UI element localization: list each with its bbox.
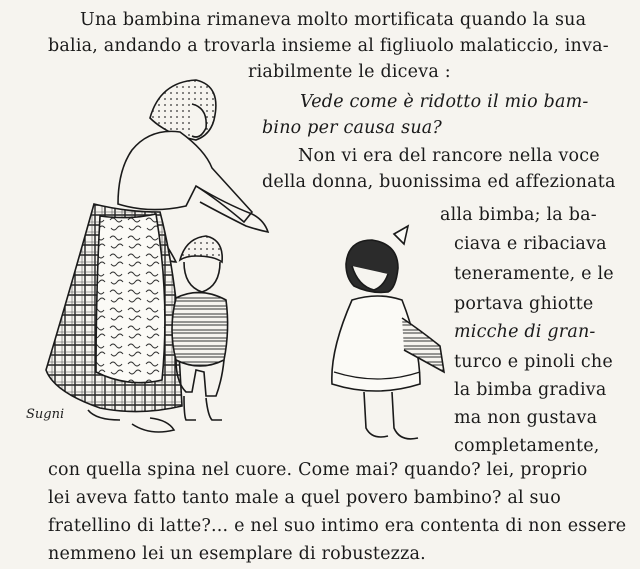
text-line-8: alla bimba; la ba- (440, 205, 597, 225)
text-line-3: riabilmente le diceva : (248, 62, 451, 82)
woman-figure (46, 80, 268, 432)
text-line-4: Vede come è ridotto il mio bam- (300, 92, 589, 112)
text-line-1: Una bambina rimaneva molto mortificata quando la sua (80, 10, 587, 30)
text-line-14: la bimba gradiva (454, 380, 607, 400)
text-line-15: ma non gustava (454, 408, 598, 428)
text-line-16: completamente, (454, 436, 600, 456)
text-line-12: micche di gran- (454, 322, 596, 342)
text-line-19: fratellino di latte?... e nel suo intimo era contenta di non essere (48, 516, 627, 536)
artist-signature: Sugni (26, 407, 65, 422)
text-line-6: Non vi era del rancore nella voce (298, 146, 600, 166)
text-line-10: teneramente, e le (454, 264, 614, 284)
text-line-13: turco e pinoli che (454, 352, 613, 372)
text-line-9: ciava e ribaciava (454, 234, 607, 254)
text-line-18: lei aveva fatto tanto male a quel povero bambino? al suo (48, 488, 561, 508)
text-line-5: bino per causa sua? (262, 118, 443, 138)
text-line-2: balia, andando a trovarla insieme al figliuolo malaticcio, inva- (48, 36, 609, 56)
text-line-20: nemmeno lei un esemplare di robustezza. (48, 544, 426, 564)
text-line-17: con quella spina nel cuore. Come mai? quando? lei, proprio (48, 460, 588, 480)
text-line-7: della donna, buonissima ed affezionata (262, 172, 616, 192)
girl-figure (332, 226, 444, 439)
text-line-11: portava ghiotte (454, 294, 594, 314)
